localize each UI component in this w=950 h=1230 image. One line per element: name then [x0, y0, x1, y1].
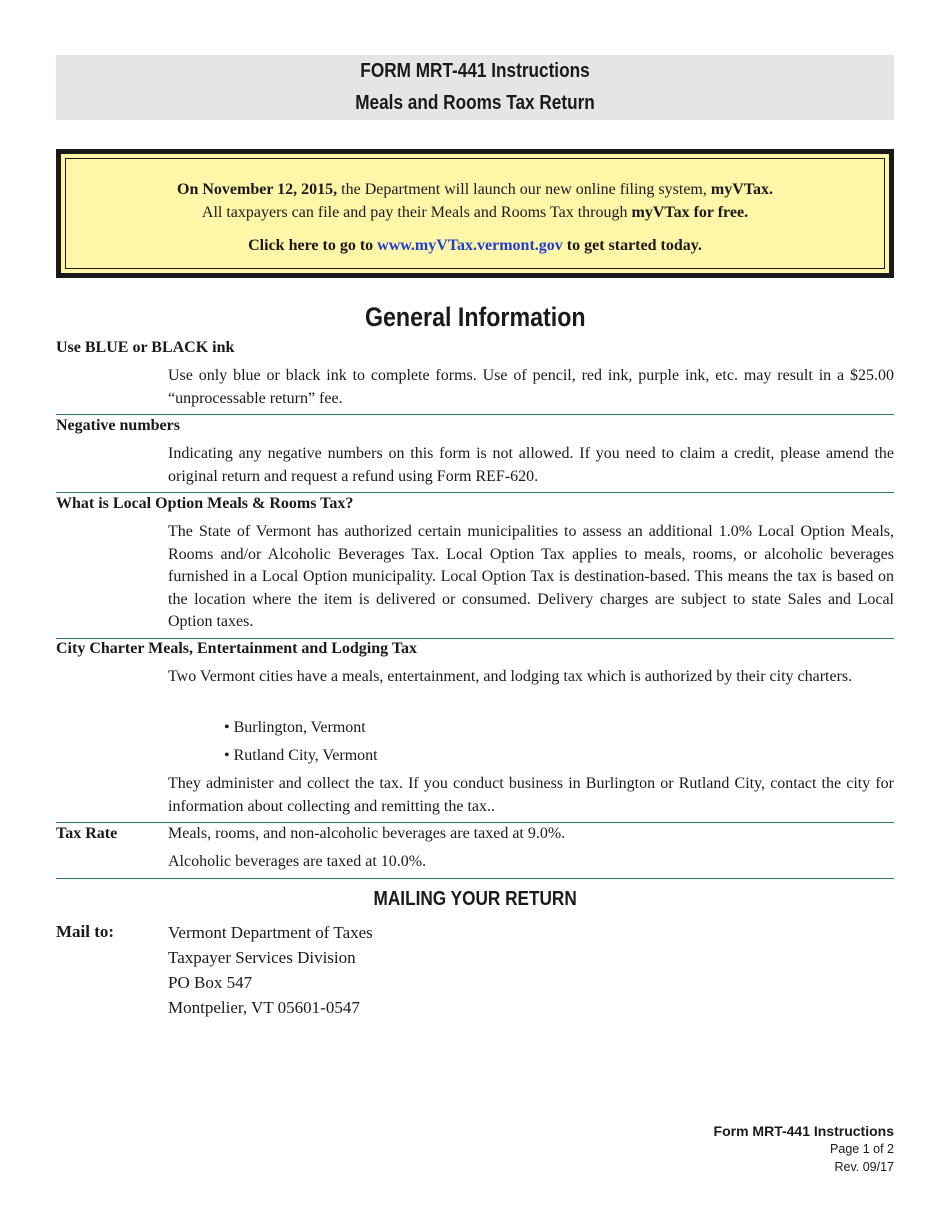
notice-line-2-text: All taxpayers can file and pay their Meals and Rooms Tax through: [201, 204, 632, 221]
tax-rate-alcohol: Alcoholic beverages are taxed at 10.0%.: [168, 853, 427, 870]
negative-section-title: Negative numbers: [56, 417, 180, 434]
form-title: FORM MRT-441 Instructions: [360, 60, 590, 82]
footer-form-name: Form MRT-441 Instructions: [713, 1123, 894, 1139]
local-option-section-text: The State of Vermont has authorized certain municipalities to assess an additional 1.0% Local Option Meals, Rooms and/or Alcoholic Beverages Tax. Local Option Tax applies to meals, rooms, or alcoholic beverages furnished in a Local Option municipality. Local Option Tax is destination-based. This means the tax is based on the location where the item is delivered or consumed. Delivery charges are subject to state Sales and Local Option taxes.: [168, 523, 894, 630]
city-charter-section-text: Two Vermont cities have a meals, entertainment, and lodging tax which is authorized by their city charters.: [168, 668, 853, 685]
city-charter-section-title: City Charter Meals, Entertainment and Lodging Tax: [56, 640, 418, 657]
notice-line-3: [66, 234, 884, 257]
city-charter-section-text-2: They administer and collect the tax. If you conduct business in Burlington or Rutland City, contact the city for information about collecting and remitting the tax..: [168, 775, 894, 815]
address-line-3: PO Box 547: [168, 973, 253, 992]
footer-revision: Rev. 09/17: [834, 1160, 894, 1174]
form-header: [56, 55, 894, 120]
ink-section-title: Use BLUE or BLACK ink: [56, 339, 235, 356]
address-line-4: Montpelier, VT 05601-0547: [168, 998, 360, 1017]
notice-line-1: [66, 178, 884, 201]
general-info-heading-text: General Information: [364, 302, 586, 332]
notice-system-name: myVTax.: [710, 181, 773, 198]
city-bullet-burlington: • Burlington, Vermont: [224, 719, 366, 736]
page-footer: [714, 1122, 894, 1176]
notice-free-text: myVTax for free.: [631, 204, 749, 221]
notice-click-here: Click here to go to: [248, 237, 378, 254]
notice-line-2: [66, 201, 884, 224]
notice-inner-border: [65, 158, 885, 269]
mail-to-label: Mail to:: [56, 922, 115, 941]
notice-date: On November 12, 2015,: [177, 181, 338, 198]
mailing-heading-text: MAILING YOUR RETURN: [373, 888, 577, 910]
local-option-section-title: What is Local Option Meals & Rooms Tax?: [56, 495, 354, 512]
ink-section-text: Use only blue or black ink to complete forms. Use of pencil, red ink, purple ink, etc. may result in a $25.00 “unprocessable return” fee.: [168, 367, 894, 407]
tax-rate-meals: Meals, rooms, and non-alcoholic beverages are taxed at 9.0%.: [168, 825, 566, 842]
city-bullet-rutland: • Rutland City, Vermont: [224, 747, 378, 764]
myvtax-notice: [56, 149, 894, 278]
notice-line-1-text: the Department will launch our new online filing system,: [337, 181, 711, 198]
form-subtitle: Meals and Rooms Tax Return: [355, 92, 595, 114]
notice-get-started: to get started today.: [562, 237, 702, 254]
notice-text: [66, 178, 884, 224]
general-info-heading: [0, 300, 950, 334]
negative-section-text: Indicating any negative numbers on this form is not allowed. If you need to claim a credit, please amend the original return and request a refund using Form REF-620.: [168, 445, 894, 485]
section-divider: [56, 878, 894, 879]
myvtax-link[interactable]: www.myVTax.vermont.gov: [377, 237, 563, 254]
section-divider: [56, 414, 894, 415]
address-line-2: Taxpayer Services Division: [168, 948, 356, 967]
footer-page-number: Page 1 of 2: [830, 1142, 894, 1156]
tax-rate-title: Tax Rate: [56, 825, 118, 842]
address-line-1: Vermont Department of Taxes: [168, 923, 373, 942]
mailing-heading: [0, 886, 950, 912]
